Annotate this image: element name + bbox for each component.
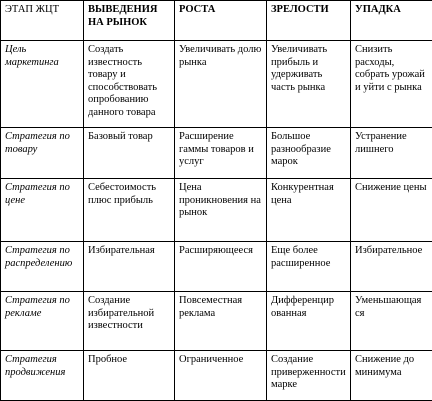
table-cell: Еще более расширенное bbox=[267, 242, 351, 292]
table-row bbox=[1, 351, 432, 401]
table-cell: Базовый товар bbox=[84, 128, 175, 179]
row-label: Стратегия продвижения bbox=[1, 351, 84, 401]
header-decline: УПАДКА bbox=[351, 1, 432, 41]
table-cell: Снижение до минимума bbox=[351, 351, 432, 401]
table-cell: Увеличивать долю рынка bbox=[175, 41, 267, 128]
table-cell: Снижение цены bbox=[351, 179, 432, 242]
row-label: Стратегия по товару bbox=[1, 128, 84, 179]
table-cell: Дифференцир ованная bbox=[267, 292, 351, 351]
table-cell: Пробное bbox=[84, 351, 175, 401]
table-cell: Увеличивать прибыль и удерживать часть рынка bbox=[267, 41, 351, 128]
table-cell: Создание избирательной известности bbox=[84, 292, 175, 351]
row-label: Стратегия по распределению bbox=[1, 242, 84, 292]
header-row bbox=[1, 1, 432, 41]
table-row bbox=[1, 242, 432, 292]
table-cell: Конкурентная цена bbox=[267, 179, 351, 242]
table-cell: Повсеместная реклама bbox=[175, 292, 267, 351]
table-cell: Себестоимость плюс прибыль bbox=[84, 179, 175, 242]
table-cell: Создание приверженности марке bbox=[267, 351, 351, 401]
header-maturity: ЗРЕЛОСТИ bbox=[267, 1, 351, 41]
row-label: Стратегия по цене bbox=[1, 179, 84, 242]
row-label: Стратегия по рекламе bbox=[1, 292, 84, 351]
table-cell: Избирательное bbox=[351, 242, 432, 292]
header-stage: ЭТАП ЖЦТ bbox=[1, 1, 84, 41]
table-row bbox=[1, 128, 432, 179]
header-introduction: ВЫВЕДЕНИЯ НА РЫНОК bbox=[84, 1, 175, 41]
table-cell: Ограниченное bbox=[175, 351, 267, 401]
table-cell: Расширение гаммы товаров и услуг bbox=[175, 128, 267, 179]
header-growth: РОСТА bbox=[175, 1, 267, 41]
table-row bbox=[1, 41, 432, 128]
table-row bbox=[1, 292, 432, 351]
row-label: Цель маркетинга bbox=[1, 41, 84, 128]
table-cell: Устранение лишнего bbox=[351, 128, 432, 179]
table-cell: Цена проникновения на рынок bbox=[175, 179, 267, 242]
table-cell: Избирательная bbox=[84, 242, 175, 292]
table-cell: Создать известность товару и способствовать опробованию данного товара bbox=[84, 41, 175, 128]
table-row bbox=[1, 179, 432, 242]
table-cell: Уменьшающая ся bbox=[351, 292, 432, 351]
table-cell: Расширяющееся bbox=[175, 242, 267, 292]
table-cell: Снизить расходы, собрать урожай и уйти с рынка bbox=[351, 41, 432, 128]
table-cell: Большое разнообразие марок bbox=[267, 128, 351, 179]
